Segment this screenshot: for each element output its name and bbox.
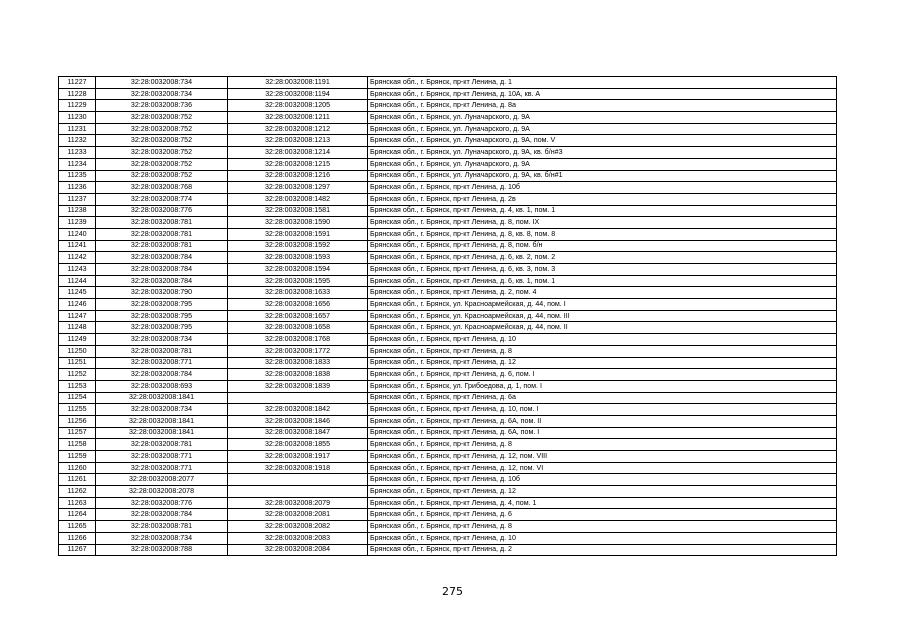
table-row bbox=[59, 462, 837, 474]
row-number-cell: 11227 bbox=[59, 77, 96, 89]
table-row bbox=[59, 310, 837, 322]
parcel-cadastral-number-cell: 32:28:0032008:734 bbox=[96, 404, 228, 416]
parcel-cadastral-number-cell: 32:28:0032008:734 bbox=[96, 334, 228, 346]
table-row bbox=[59, 112, 837, 124]
parcel-cadastral-number-cell: 32:28:0032008:734 bbox=[96, 88, 228, 100]
table-row bbox=[59, 544, 837, 556]
parcel-cadastral-number-cell: 32:28:0032008:784 bbox=[96, 369, 228, 381]
address-cell: Брянская обл., г. Брянск, ул. Луначарского, д. 9А, кв. б/н#3 bbox=[368, 147, 837, 159]
table-row bbox=[59, 357, 837, 369]
address-cell: Брянская обл., г. Брянск, пр-кт Ленина, д. 8 bbox=[368, 345, 837, 357]
address-cell: Брянская обл., г. Брянск, пр-кт Ленина, д. 8 bbox=[368, 439, 837, 451]
address-cell: Брянская обл., г. Брянск, пр-кт Ленина, д. 10 bbox=[368, 334, 837, 346]
table-row bbox=[59, 147, 837, 159]
object-cadastral-number-cell: 32:28:0032008:2083 bbox=[228, 532, 368, 544]
object-cadastral-number-cell: 32:28:0032008:1918 bbox=[228, 462, 368, 474]
row-number-cell: 11229 bbox=[59, 100, 96, 112]
address-cell: Брянская обл., г. Брянск, пр-кт Ленина, д. 8, пом. б/н bbox=[368, 240, 837, 252]
row-number-cell: 11246 bbox=[59, 299, 96, 311]
object-cadastral-number-cell: 32:28:0032008:1656 bbox=[228, 299, 368, 311]
table-row bbox=[59, 135, 837, 147]
table-row bbox=[59, 264, 837, 276]
row-number-cell: 11254 bbox=[59, 392, 96, 404]
address-cell: Брянская обл., г. Брянск, пр-кт Ленина, д. 10, пом. I bbox=[368, 404, 837, 416]
object-cadastral-number-cell: 32:28:0032008:1595 bbox=[228, 275, 368, 287]
address-cell: Брянская обл., г. Брянск, пр-кт Ленина, д. 2в bbox=[368, 193, 837, 205]
row-number-cell: 11263 bbox=[59, 497, 96, 509]
table-row bbox=[59, 345, 837, 357]
table-row bbox=[59, 205, 837, 217]
object-cadastral-number-cell: 32:28:0032008:2084 bbox=[228, 544, 368, 556]
parcel-cadastral-number-cell: 32:28:0032008:752 bbox=[96, 123, 228, 135]
registry-table bbox=[58, 76, 837, 556]
table-row bbox=[59, 287, 837, 299]
parcel-cadastral-number-cell: 32:28:0032008:752 bbox=[96, 147, 228, 159]
row-number-cell: 11264 bbox=[59, 509, 96, 521]
row-number-cell: 11259 bbox=[59, 451, 96, 463]
address-cell: Брянская обл., г. Брянск, пр-кт Ленина, д. 4, кв. 1, пом. 1 bbox=[368, 205, 837, 217]
row-number-cell: 11266 bbox=[59, 532, 96, 544]
table-row bbox=[59, 334, 837, 346]
parcel-cadastral-number-cell: 32:28:0032008:736 bbox=[96, 100, 228, 112]
registry-table-body bbox=[59, 77, 837, 556]
object-cadastral-number-cell: 32:28:0032008:1846 bbox=[228, 415, 368, 427]
address-cell: Брянская обл., г. Брянск, пр-кт Ленина, д. 8, кв. 8, пом. 8 bbox=[368, 228, 837, 240]
row-number-cell: 11262 bbox=[59, 486, 96, 498]
address-cell: Брянская обл., г. Брянск, ул. Луначарского, д. 9А, пом. V bbox=[368, 135, 837, 147]
parcel-cadastral-number-cell: 32:28:0032008:784 bbox=[96, 264, 228, 276]
address-cell: Брянская обл., г. Брянск, пр-кт Ленина, д. 6, кв. 2, пом. 2 bbox=[368, 252, 837, 264]
object-cadastral-number-cell: 32:28:0032008:1833 bbox=[228, 357, 368, 369]
parcel-cadastral-number-cell: 32:28:0032008:1841 bbox=[96, 427, 228, 439]
row-number-cell: 11265 bbox=[59, 521, 96, 533]
object-cadastral-number-cell: 32:28:0032008:1842 bbox=[228, 404, 368, 416]
parcel-cadastral-number-cell: 32:28:0032008:784 bbox=[96, 275, 228, 287]
row-number-cell: 11244 bbox=[59, 275, 96, 287]
row-number-cell: 11249 bbox=[59, 334, 96, 346]
parcel-cadastral-number-cell: 32:28:0032008:788 bbox=[96, 544, 228, 556]
row-number-cell: 11228 bbox=[59, 88, 96, 100]
parcel-cadastral-number-cell: 32:28:0032008:752 bbox=[96, 158, 228, 170]
address-cell: Брянская обл., г. Брянск, пр-кт Ленина, д. 10А, кв. А bbox=[368, 88, 837, 100]
table-row bbox=[59, 228, 837, 240]
table-row bbox=[59, 322, 837, 334]
row-number-cell: 11241 bbox=[59, 240, 96, 252]
object-cadastral-number-cell: 32:28:0032008:1590 bbox=[228, 217, 368, 229]
parcel-cadastral-number-cell: 32:28:0032008:1841 bbox=[96, 392, 228, 404]
object-cadastral-number-cell bbox=[228, 474, 368, 486]
table-row bbox=[59, 415, 837, 427]
address-cell: Брянская обл., г. Брянск, ул. Красноармейская, д. 44, пом. III bbox=[368, 310, 837, 322]
parcel-cadastral-number-cell: 32:28:0032008:776 bbox=[96, 497, 228, 509]
object-cadastral-number-cell: 32:28:0032008:1633 bbox=[228, 287, 368, 299]
object-cadastral-number-cell: 32:28:0032008:1205 bbox=[228, 100, 368, 112]
object-cadastral-number-cell: 32:28:0032008:1591 bbox=[228, 228, 368, 240]
object-cadastral-number-cell: 32:28:0032008:2081 bbox=[228, 509, 368, 521]
object-cadastral-number-cell bbox=[228, 392, 368, 404]
address-cell: Брянская обл., г. Брянск, ул. Луначарского, д. 9А, кв. б/н#1 bbox=[368, 170, 837, 182]
address-cell: Брянская обл., г. Брянск, пр-кт Ленина, д. 4, пом. 1 bbox=[368, 497, 837, 509]
table-row bbox=[59, 88, 837, 100]
parcel-cadastral-number-cell: 32:28:0032008:734 bbox=[96, 77, 228, 89]
row-number-cell: 11235 bbox=[59, 170, 96, 182]
table-row bbox=[59, 193, 837, 205]
parcel-cadastral-number-cell: 32:28:0032008:752 bbox=[96, 170, 228, 182]
table-row bbox=[59, 275, 837, 287]
address-cell: Брянская обл., г. Брянск, ул. Луначарского, д. 9А bbox=[368, 158, 837, 170]
parcel-cadastral-number-cell: 32:28:0032008:768 bbox=[96, 182, 228, 194]
table-row bbox=[59, 392, 837, 404]
address-cell: Брянская обл., г. Брянск, пр-кт Ленина, д. 10б bbox=[368, 182, 837, 194]
object-cadastral-number-cell: 32:28:0032008:1191 bbox=[228, 77, 368, 89]
object-cadastral-number-cell: 32:28:0032008:1593 bbox=[228, 252, 368, 264]
row-number-cell: 11247 bbox=[59, 310, 96, 322]
parcel-cadastral-number-cell: 32:28:0032008:781 bbox=[96, 439, 228, 451]
row-number-cell: 11267 bbox=[59, 544, 96, 556]
table-row bbox=[59, 158, 837, 170]
parcel-cadastral-number-cell: 32:28:0032008:752 bbox=[96, 135, 228, 147]
table-row bbox=[59, 486, 837, 498]
row-number-cell: 11257 bbox=[59, 427, 96, 439]
object-cadastral-number-cell: 32:28:0032008:1839 bbox=[228, 380, 368, 392]
row-number-cell: 11261 bbox=[59, 474, 96, 486]
row-number-cell: 11251 bbox=[59, 357, 96, 369]
address-cell: Брянская обл., г. Брянск, пр-кт Ленина, д. 8, пом. IX bbox=[368, 217, 837, 229]
address-cell: Брянская обл., г. Брянск, пр-кт Ленина, д. 8 bbox=[368, 521, 837, 533]
table-row bbox=[59, 123, 837, 135]
row-number-cell: 11245 bbox=[59, 287, 96, 299]
row-number-cell: 11260 bbox=[59, 462, 96, 474]
object-cadastral-number-cell: 32:28:0032008:2082 bbox=[228, 521, 368, 533]
table-row bbox=[59, 240, 837, 252]
object-cadastral-number-cell: 32:28:0032008:1216 bbox=[228, 170, 368, 182]
parcel-cadastral-number-cell: 32:28:0032008:2078 bbox=[96, 486, 228, 498]
object-cadastral-number-cell: 32:28:0032008:1772 bbox=[228, 345, 368, 357]
table-row bbox=[59, 299, 837, 311]
parcel-cadastral-number-cell: 32:28:0032008:790 bbox=[96, 287, 228, 299]
parcel-cadastral-number-cell: 32:28:0032008:774 bbox=[96, 193, 228, 205]
address-cell: Брянская обл., г. Брянск, пр-кт Ленина, д. 6А, пом. II bbox=[368, 415, 837, 427]
table-row bbox=[59, 497, 837, 509]
parcel-cadastral-number-cell: 32:28:0032008:771 bbox=[96, 451, 228, 463]
table-row bbox=[59, 100, 837, 112]
address-cell: Брянская обл., г. Брянск, пр-кт Ленина, д. 6 bbox=[368, 509, 837, 521]
object-cadastral-number-cell: 32:28:0032008:1855 bbox=[228, 439, 368, 451]
address-cell: Брянская обл., г. Брянск, пр-кт Ленина, д. 2, пом. 4 bbox=[368, 287, 837, 299]
parcel-cadastral-number-cell: 32:28:0032008:781 bbox=[96, 240, 228, 252]
parcel-cadastral-number-cell: 32:28:0032008:771 bbox=[96, 357, 228, 369]
address-cell: Брянская обл., г. Брянск, ул. Луначарского, д. 9А bbox=[368, 112, 837, 124]
parcel-cadastral-number-cell: 32:28:0032008:1841 bbox=[96, 415, 228, 427]
object-cadastral-number-cell: 32:28:0032008:1847 bbox=[228, 427, 368, 439]
object-cadastral-number-cell: 32:28:0032008:1768 bbox=[228, 334, 368, 346]
row-number-cell: 11231 bbox=[59, 123, 96, 135]
table-row bbox=[59, 380, 837, 392]
object-cadastral-number-cell: 32:28:0032008:1194 bbox=[228, 88, 368, 100]
address-cell: Брянская обл., г. Брянск, ул. Красноармейская, д. 44, пом. I bbox=[368, 299, 837, 311]
object-cadastral-number-cell: 32:28:0032008:1297 bbox=[228, 182, 368, 194]
address-cell: Брянская обл., г. Брянск, пр-кт Ленина, д. 6, кв. 3, пом. 3 bbox=[368, 264, 837, 276]
row-number-cell: 11250 bbox=[59, 345, 96, 357]
object-cadastral-number-cell: 32:28:0032008:1838 bbox=[228, 369, 368, 381]
object-cadastral-number-cell: 32:28:0032008:2079 bbox=[228, 497, 368, 509]
row-number-cell: 11243 bbox=[59, 264, 96, 276]
table-row bbox=[59, 509, 837, 521]
address-cell: Брянская обл., г. Брянск, пр-кт Ленина, д. 6А, пом. I bbox=[368, 427, 837, 439]
object-cadastral-number-cell: 32:28:0032008:1213 bbox=[228, 135, 368, 147]
object-cadastral-number-cell: 32:28:0032008:1215 bbox=[228, 158, 368, 170]
row-number-cell: 11238 bbox=[59, 205, 96, 217]
parcel-cadastral-number-cell: 32:28:0032008:781 bbox=[96, 228, 228, 240]
table-row bbox=[59, 451, 837, 463]
row-number-cell: 11242 bbox=[59, 252, 96, 264]
parcel-cadastral-number-cell: 32:28:0032008:781 bbox=[96, 521, 228, 533]
table-row bbox=[59, 170, 837, 182]
table-row bbox=[59, 532, 837, 544]
row-number-cell: 11258 bbox=[59, 439, 96, 451]
parcel-cadastral-number-cell: 32:28:0032008:781 bbox=[96, 217, 228, 229]
table-row bbox=[59, 474, 837, 486]
table-row bbox=[59, 369, 837, 381]
address-cell: Брянская обл., г. Брянск, пр-кт Ленина, д. 12 bbox=[368, 357, 837, 369]
parcel-cadastral-number-cell: 32:28:0032008:2077 bbox=[96, 474, 228, 486]
object-cadastral-number-cell: 32:28:0032008:1581 bbox=[228, 205, 368, 217]
parcel-cadastral-number-cell: 32:28:0032008:795 bbox=[96, 310, 228, 322]
object-cadastral-number-cell: 32:28:0032008:1212 bbox=[228, 123, 368, 135]
address-cell: Брянская обл., г. Брянск, ул. Красноармейская, д. 44, пом. II bbox=[368, 322, 837, 334]
table-row bbox=[59, 182, 837, 194]
row-number-cell: 11252 bbox=[59, 369, 96, 381]
address-cell: Брянская обл., г. Брянск, пр-кт Ленина, д. 12, пом. VIII bbox=[368, 451, 837, 463]
row-number-cell: 11237 bbox=[59, 193, 96, 205]
object-cadastral-number-cell: 32:28:0032008:1657 bbox=[228, 310, 368, 322]
object-cadastral-number-cell: 32:28:0032008:1594 bbox=[228, 264, 368, 276]
object-cadastral-number-cell: 32:28:0032008:1592 bbox=[228, 240, 368, 252]
object-cadastral-number-cell: 32:28:0032008:1211 bbox=[228, 112, 368, 124]
object-cadastral-number-cell: 32:28:0032008:1482 bbox=[228, 193, 368, 205]
parcel-cadastral-number-cell: 32:28:0032008:784 bbox=[96, 252, 228, 264]
table-row bbox=[59, 439, 837, 451]
parcel-cadastral-number-cell: 32:28:0032008:795 bbox=[96, 299, 228, 311]
parcel-cadastral-number-cell: 32:28:0032008:752 bbox=[96, 112, 228, 124]
object-cadastral-number-cell: 32:28:0032008:1917 bbox=[228, 451, 368, 463]
parcel-cadastral-number-cell: 32:28:0032008:784 bbox=[96, 509, 228, 521]
parcel-cadastral-number-cell: 32:28:0032008:795 bbox=[96, 322, 228, 334]
address-cell: Брянская обл., г. Брянск, пр-кт Ленина, д. 2 bbox=[368, 544, 837, 556]
address-cell: Брянская обл., г. Брянск, ул. Луначарского, д. 9А bbox=[368, 123, 837, 135]
parcel-cadastral-number-cell: 32:28:0032008:776 bbox=[96, 205, 228, 217]
table-row bbox=[59, 252, 837, 264]
table-row bbox=[59, 404, 837, 416]
address-cell: Брянская обл., г. Брянск, пр-кт Ленина, д. 10 bbox=[368, 532, 837, 544]
row-number-cell: 11256 bbox=[59, 415, 96, 427]
row-number-cell: 11253 bbox=[59, 380, 96, 392]
address-cell: Брянская обл., г. Брянск, пр-кт Ленина, д. 10б bbox=[368, 474, 837, 486]
address-cell: Брянская обл., г. Брянск, пр-кт Ленина, д. 6а bbox=[368, 392, 837, 404]
address-cell: Брянская обл., г. Брянск, пр-кт Ленина, д. 6, пом. I bbox=[368, 369, 837, 381]
address-cell: Брянская обл., г. Брянск, пр-кт Ленина, д. 1 bbox=[368, 77, 837, 89]
object-cadastral-number-cell: 32:28:0032008:1658 bbox=[228, 322, 368, 334]
row-number-cell: 11234 bbox=[59, 158, 96, 170]
parcel-cadastral-number-cell: 32:28:0032008:781 bbox=[96, 345, 228, 357]
address-cell: Брянская обл., г. Брянск, пр-кт Ленина, д. 12, пом. VI bbox=[368, 462, 837, 474]
address-cell: Брянская обл., г. Брянск, ул. Грибоедова, д. 1, пом. I bbox=[368, 380, 837, 392]
parcel-cadastral-number-cell: 32:28:0032008:734 bbox=[96, 532, 228, 544]
table-row bbox=[59, 427, 837, 439]
row-number-cell: 11230 bbox=[59, 112, 96, 124]
object-cadastral-number-cell bbox=[228, 486, 368, 498]
row-number-cell: 11255 bbox=[59, 404, 96, 416]
parcel-cadastral-number-cell: 32:28:0032008:693 bbox=[96, 380, 228, 392]
row-number-cell: 11232 bbox=[59, 135, 96, 147]
address-cell: Брянская обл., г. Брянск, пр-кт Ленина, д. 8а bbox=[368, 100, 837, 112]
row-number-cell: 11248 bbox=[59, 322, 96, 334]
table-row bbox=[59, 77, 837, 89]
row-number-cell: 11240 bbox=[59, 228, 96, 240]
row-number-cell: 11239 bbox=[59, 217, 96, 229]
parcel-cadastral-number-cell: 32:28:0032008:771 bbox=[96, 462, 228, 474]
table-row bbox=[59, 217, 837, 229]
table-row bbox=[59, 521, 837, 533]
row-number-cell: 11233 bbox=[59, 147, 96, 159]
address-cell: Брянская обл., г. Брянск, пр-кт Ленина, д. 12 bbox=[368, 486, 837, 498]
address-cell: Брянская обл., г. Брянск, пр-кт Ленина, д. 6, кв. 1, пом. 1 bbox=[368, 275, 837, 287]
object-cadastral-number-cell: 32:28:0032008:1214 bbox=[228, 147, 368, 159]
page-number: 275 bbox=[442, 585, 463, 598]
row-number-cell: 11236 bbox=[59, 182, 96, 194]
